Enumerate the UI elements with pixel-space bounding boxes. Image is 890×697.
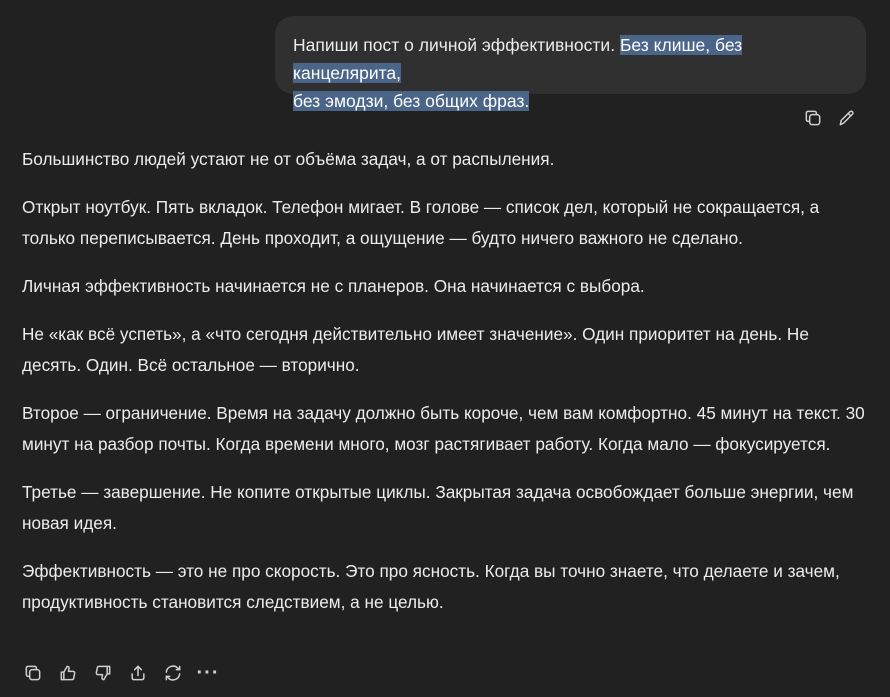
selected-text[interactable]: Без клише, без канцелярита, <box>293 35 743 83</box>
assistant-paragraph: Личная эффективность начинается не с планеров. Она начинается с выбора. <box>22 276 645 296</box>
user-message-bubble <box>275 16 866 111</box>
assistant-message-actions <box>22 662 219 684</box>
regenerate-icon[interactable] <box>162 662 184 684</box>
assistant-paragraph: Большинство людей устают не от объёма задач, а от распыления. <box>22 149 555 169</box>
assistant-message <box>22 144 872 635</box>
user-message-text: Напиши пост о личной эффективности. <box>293 35 620 55</box>
copy-icon[interactable] <box>22 662 44 684</box>
copy-icon[interactable] <box>802 107 824 129</box>
assistant-paragraph: Третье — завершение. Не копите открытые циклы. Закрытая задача освобождает больше энергии, чем новая идея. <box>22 482 854 533</box>
thumbs-up-icon[interactable] <box>57 662 79 684</box>
assistant-paragraph: Второе — ограничение. Время на задачу должно быть короче, чем вам комфортно. 45 минут на текст. 30 минут на разбор почты. Когда времени много, мозг растягивает работу. Когда мало — фокусируется. <box>22 403 865 454</box>
edit-icon[interactable] <box>836 107 858 129</box>
user-message-actions <box>802 107 858 129</box>
more-icon[interactable]: ··· <box>196 662 220 684</box>
thumbs-down-icon[interactable] <box>92 662 114 684</box>
selected-text-line2[interactable]: без эмодзи, без общих фраз. <box>293 91 530 111</box>
assistant-paragraph: Не «как всё успеть», а «что сегодня действительно имеет значение». Один приоритет на день. Не десять. Один. Всё остальное — вторично. <box>22 324 809 375</box>
assistant-paragraph: Открыт ноутбук. Пять вкладок. Телефон мигает. В голове — список дел, который не сокращается, а только переписывается. День проходит, а ощущение — будто ничего важного не сделано. <box>22 197 820 248</box>
share-icon[interactable] <box>127 662 149 684</box>
assistant-paragraph: Эффективность — это не про скорость. Это про ясность. Когда вы точно знаете, что делаете и зачем, продуктивность становится следствием, а не целью. <box>22 561 840 612</box>
